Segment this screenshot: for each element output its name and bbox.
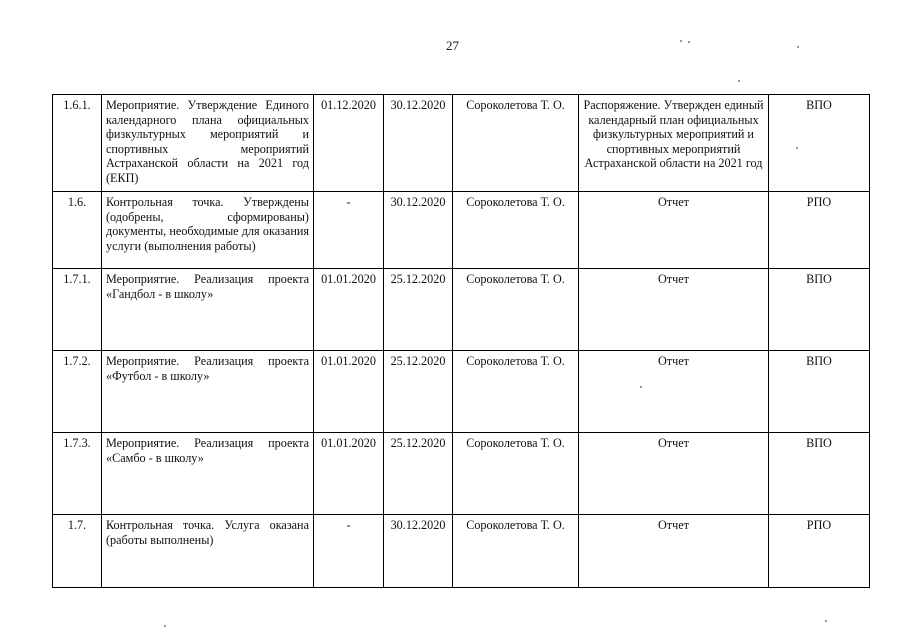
row-type: ВПО (769, 433, 870, 515)
row-start-date: 01.01.2020 (314, 433, 384, 515)
row-document: Распоряжение. Утвержден единый календарный план официальных физкультурных мероприятий и спортивных мероприятий Астраханской области на 2021 год (579, 95, 769, 192)
table-row (53, 351, 870, 433)
table-row (53, 269, 870, 351)
row-end-date: 30.12.2020 (384, 192, 453, 269)
row-number: 1.6.1. (53, 95, 102, 192)
row-start-date: 01.01.2020 (314, 269, 384, 351)
scan-speck (796, 147, 798, 149)
plan-table (52, 94, 870, 588)
row-description: Мероприятие. Реализация проекта «Футбол - в школу» (102, 351, 314, 433)
row-responsible: Сороколетова Т. О. (453, 269, 579, 351)
scan-speck (680, 40, 682, 42)
row-number: 1.7.1. (53, 269, 102, 351)
scan-speck (738, 80, 740, 82)
row-start-date: - (314, 515, 384, 588)
row-responsible: Сороколетова Т. О. (453, 95, 579, 192)
row-start-date: 01.01.2020 (314, 351, 384, 433)
scan-speck (164, 625, 166, 627)
table-row (53, 95, 870, 192)
row-number: 1.6. (53, 192, 102, 269)
table-row (53, 192, 870, 269)
row-end-date: 25.12.2020 (384, 351, 453, 433)
row-description: Мероприятие. Утверждение Единого календарного плана официальных физкультурных мероприятий и спортивных мероприятий Астраханской области на 2021 год (ЕКП) (102, 95, 314, 192)
page-number: 27 (446, 38, 459, 53)
row-description: Мероприятие. Реализация проекта «Гандбол - в школу» (102, 269, 314, 351)
row-start-date: - (314, 192, 384, 269)
row-document: Отчет (579, 192, 769, 269)
row-document: Отчет (579, 433, 769, 515)
row-document: Отчет (579, 515, 769, 588)
row-end-date: 25.12.2020 (384, 433, 453, 515)
row-responsible: Сороколетова Т. О. (453, 515, 579, 588)
row-number: 1.7.2. (53, 351, 102, 433)
row-end-date: 30.12.2020 (384, 515, 453, 588)
table-row (53, 433, 870, 515)
row-number: 1.7. (53, 515, 102, 588)
row-type: ВПО (769, 269, 870, 351)
row-type: ВПО (769, 95, 870, 192)
row-description: Мероприятие. Реализация проекта «Самбо - в школу» (102, 433, 314, 515)
row-end-date: 30.12.2020 (384, 95, 453, 192)
row-responsible: Сороколетова Т. О. (453, 433, 579, 515)
row-type: ВПО (769, 351, 870, 433)
row-type: РПО (769, 192, 870, 269)
row-number: 1.7.3. (53, 433, 102, 515)
row-responsible: Сороколетова Т. О. (453, 351, 579, 433)
row-start-date: 01.12.2020 (314, 95, 384, 192)
row-responsible: Сороколетова Т. О. (453, 192, 579, 269)
row-description: Контрольная точка. Услуга оказана (работы выполнены) (102, 515, 314, 588)
table-row (53, 515, 870, 588)
row-type: РПО (769, 515, 870, 588)
row-description: Контрольная точка. Утверждены (одобрены, сформированы) документы, необходимые для оказания услуги (выполнения работы) (102, 192, 314, 269)
row-end-date: 25.12.2020 (384, 269, 453, 351)
row-document: Отчет (579, 269, 769, 351)
row-document: Отчет (579, 351, 769, 433)
scan-speck (797, 46, 799, 48)
scan-speck (640, 386, 642, 388)
scan-speck (688, 41, 690, 43)
scan-speck (825, 620, 827, 622)
